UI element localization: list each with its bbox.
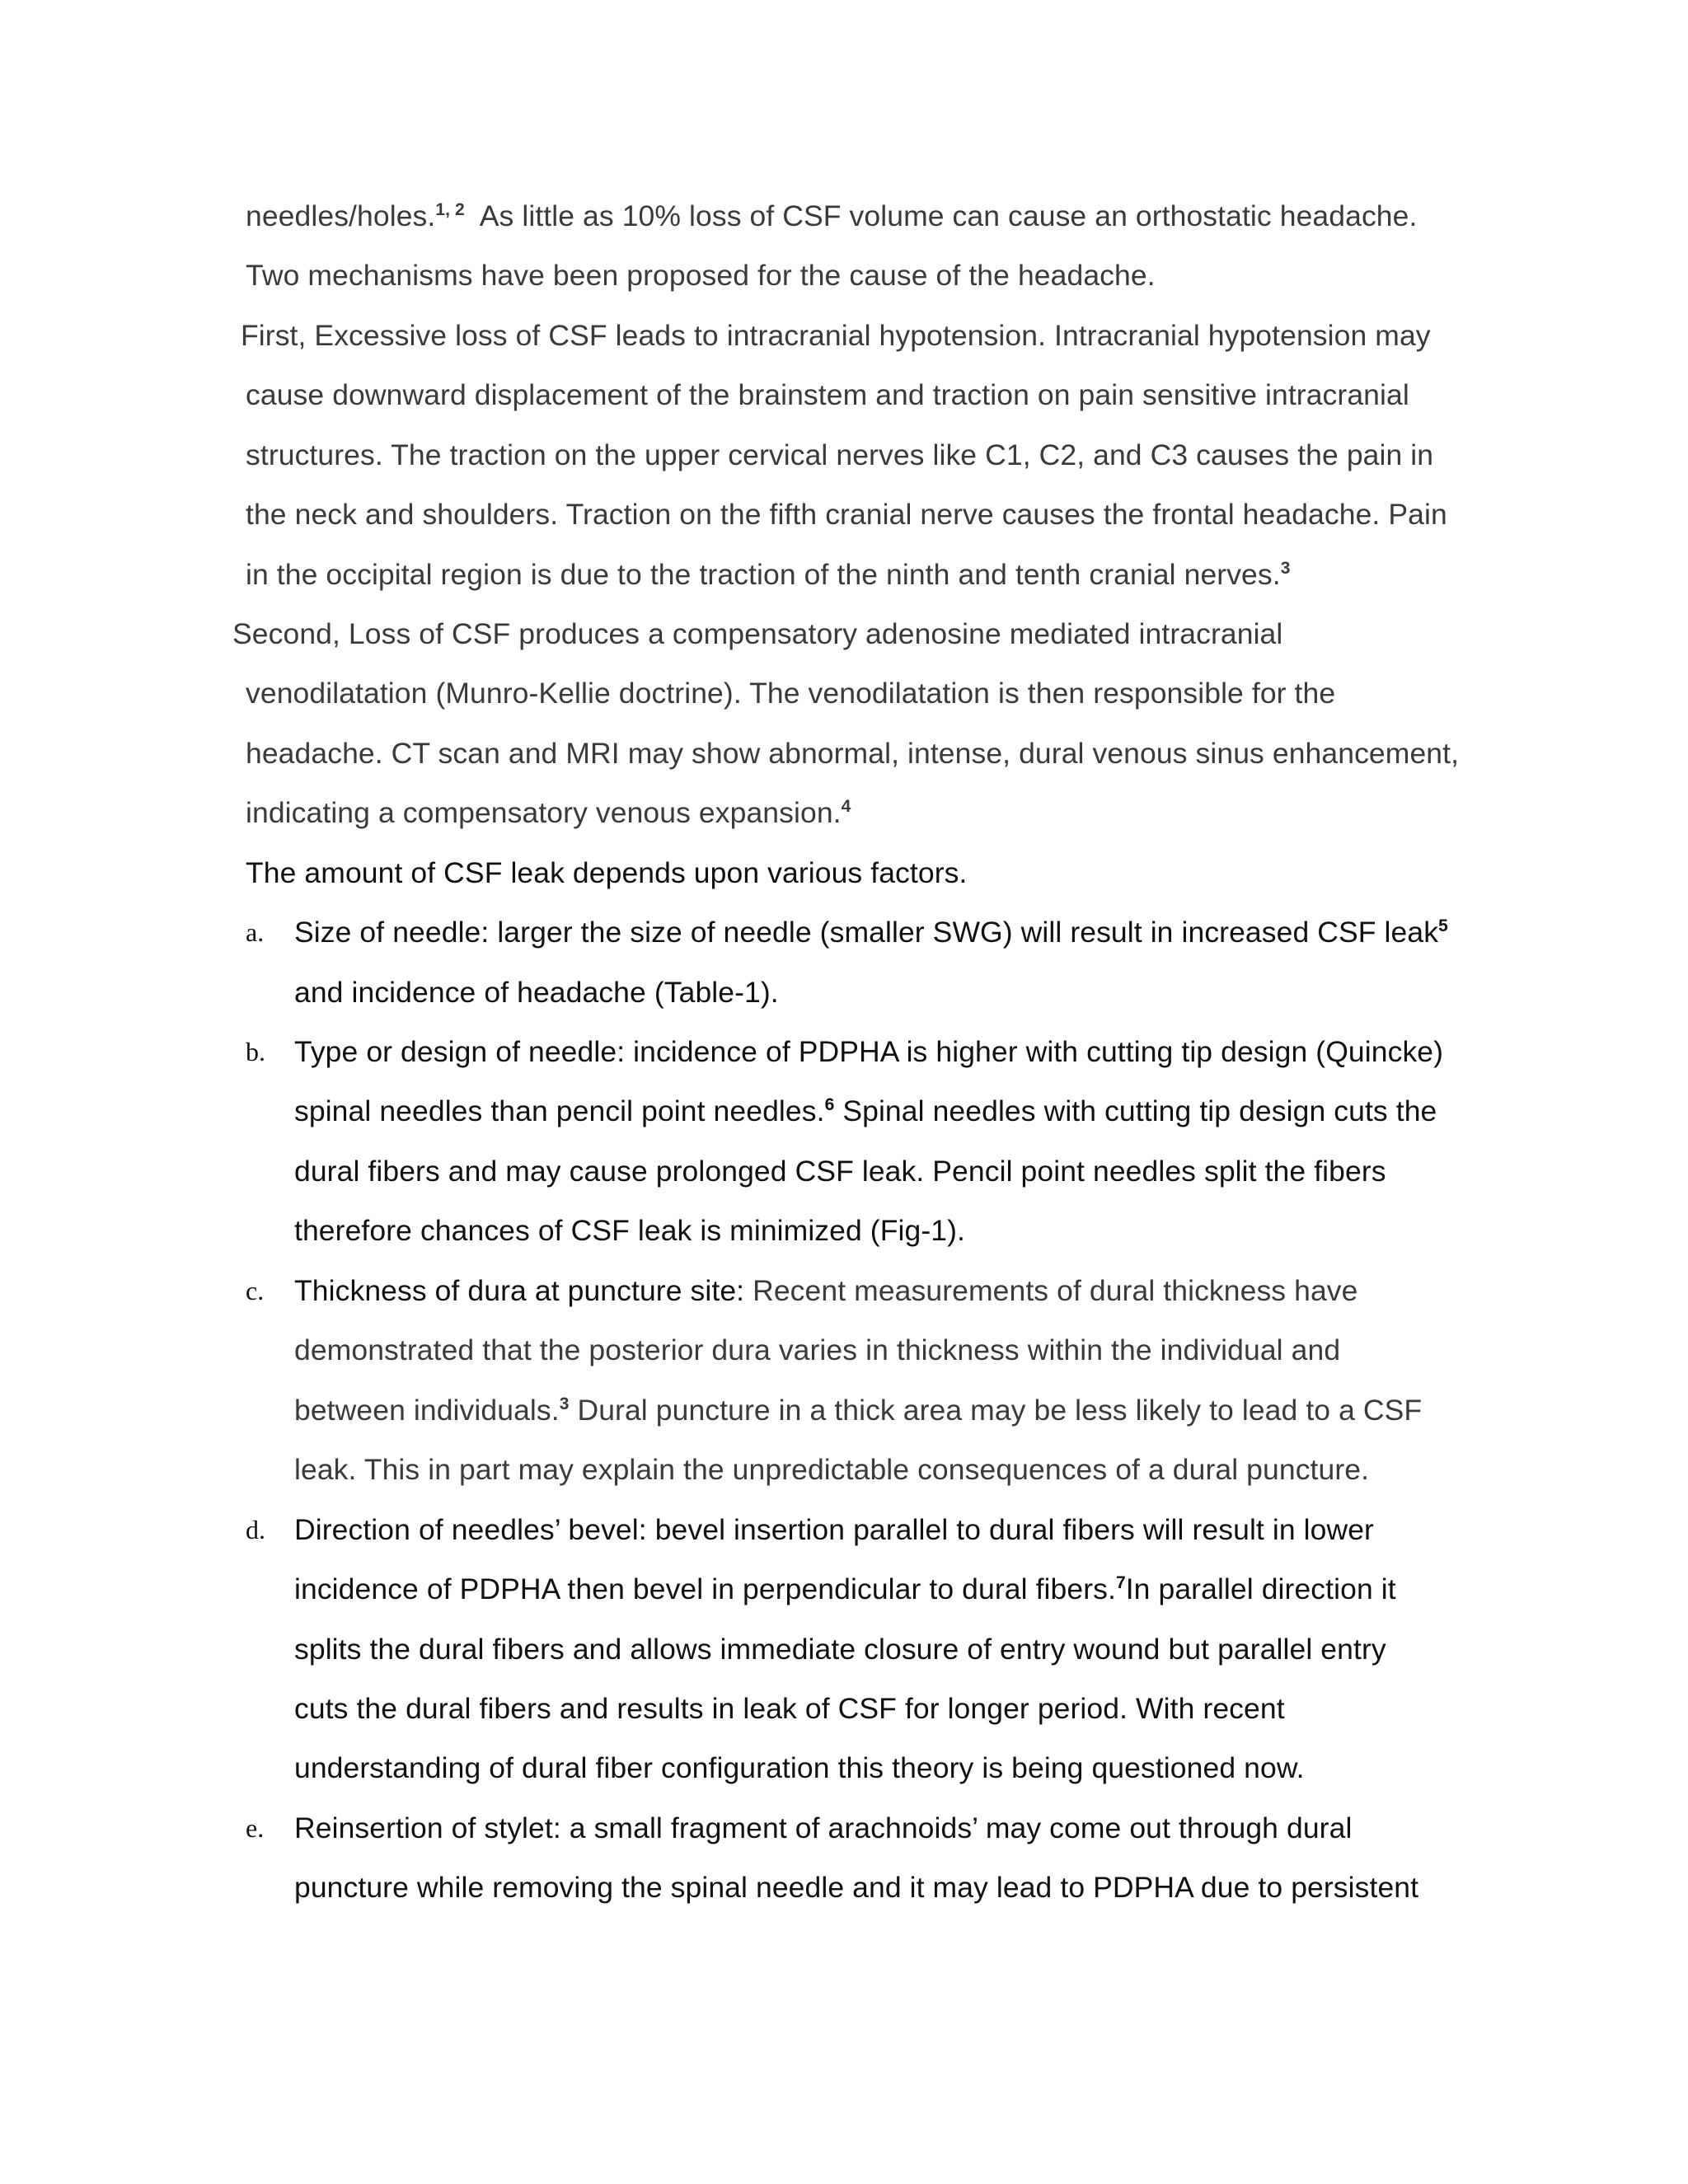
list-d-line3: splits the dural fibers and allows immediate closure of entry wound but parallel entry [294,1633,1386,1666]
list-marker-e: e. [246,1813,265,1843]
list-c-line4: leak. This in part may explain the unpredictable consequences of a dural puncture. [294,1453,1370,1486]
para2-line5: in the occipital region is due to the traction of the ninth and tenth cranial nerves.$^3$ [246,558,1291,591]
para3-line4: indicating a compensatory venous expansion.$^4$ [246,796,851,829]
list-a-line2: and incidence of headache (Table-1). [294,976,779,1009]
list-b-line3: dural fibers and may cause prolonged CSF leak. Pencil point needles split the fibers [294,1155,1386,1188]
list-b-line4: therefore chances of CSF leak is minimized (Fig-1). [294,1214,965,1247]
list-d-line5: understanding of dural fiber configuration this theory is being questioned now. [294,1751,1305,1784]
citation-superscript: 3 [1280,559,1291,578]
para1-line2: Two mechanisms have been proposed for the cause of the headache. [246,259,1156,292]
para3-line2: venodilatation (Munro-Kellie doctrine). The venodilatation is then responsible for the [246,677,1336,710]
citation-superscript: 6 [824,1095,835,1114]
para2-line4: the neck and shoulders. Traction on the fifth cranial nerve causes the frontal headache. Pain [246,498,1447,531]
para1-line1: needles/holes.$^{1, 2}$ As little as 10% loss of CSF volume can cause an orthostatic headache. [246,199,1418,232]
list-marker-c: c. [246,1276,265,1305]
list-d-line1: Direction of needles’ bevel: bevel insertion parallel to dural fibers will result in lower [294,1513,1374,1546]
list-c-line2: demonstrated that the posterior dura varies in thickness within the individual and [294,1333,1341,1366]
list-marker-d: d. [246,1515,265,1544]
citation-superscript: 7 [1115,1573,1126,1592]
list-marker-a: a. [246,917,265,947]
list-e-line2: puncture while removing the spinal needle and it may lead to PDPHA due to persistent [294,1871,1419,1904]
para3-line3: headache. CT scan and MRI may show abnormal, intense, dural venous sinus enhancement, [246,737,1460,770]
list-b-line2: spinal needles than pencil point needles.$^6$ Spinal needles with cutting tip design cuts the [294,1094,1437,1127]
citation-superscript: 5 [1438,916,1448,935]
list-d-line2: incidence of PDPHA then bevel in perpendicular to dural fibers.$^7$In parallel direction it [294,1572,1396,1605]
para3-line1: Second, Loss of CSF produces a compensatory adenosine mediated intracranial [232,617,1283,650]
para2-line2: cause downward displacement of the brainstem and traction on pain sensitive intracranial [246,378,1409,411]
list-e-line1: Reinsertion of stylet: a small fragment of arachnoids’ may come out through dural [294,1811,1353,1844]
para2-line3: structures. The traction on the upper cervical nerves like C1, C2, and C3 causes the pain in [246,438,1434,471]
para4-line1: The amount of CSF leak depends upon various factors. [246,856,968,889]
citation-superscript: 3 [559,1394,570,1413]
list-c-line3: between individuals.$^3$ Dural puncture in a thick area may be less likely to lead to a CSF [294,1394,1423,1427]
list-a-line1: Size of needle: larger the size of needle (smaller SWG) will result in increased CSF leak$^5$ [294,916,1448,949]
list-b-line1: Type or design of needle: incidence of PDPHA is higher with cutting tip design (Quincke) [294,1035,1444,1068]
para2-line1: First, Excessive loss of CSF leads to intracranial hypotension. Intracranial hypotension may [241,319,1431,352]
citation-superscript: 4 [841,797,851,816]
list-d-line4: cuts the dural fibers and results in leak of CSF for longer period. With recent [294,1692,1285,1725]
list-marker-b: b. [246,1037,265,1066]
list-c-line1: Thickness of dura at puncture site: Recent measurements of dural thickness have [294,1274,1358,1307]
citation-superscript: 1, 2 [435,200,465,219]
